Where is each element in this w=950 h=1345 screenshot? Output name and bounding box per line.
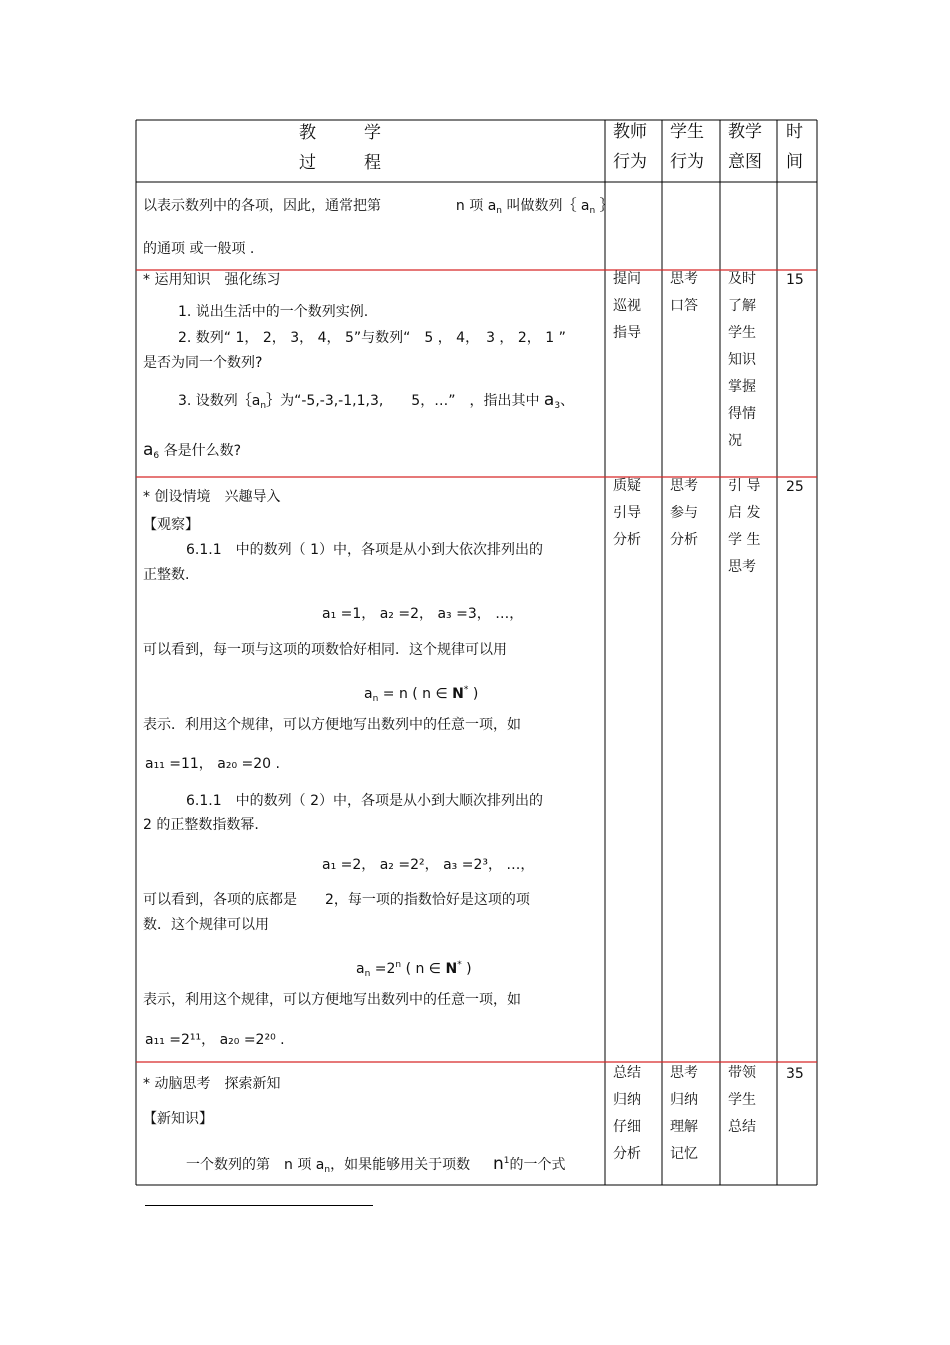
student-behavior-practice: 思考 口答 (670, 271, 698, 314)
equation-an-n: $a_n = n$ ( n ∈ N* ) (364, 685, 479, 704)
question-2-line-2: 是否为同一个数列? (143, 355, 263, 371)
teaching-intent-practice: 及时 了解 学生 知识 掌握 得情 况 (728, 271, 756, 449)
footnote-separator (145, 1205, 373, 1206)
paragraph-6: 表示，利用这个规律，可以方便地写出数列中的任意一项，如 (143, 992, 521, 1008)
time-practice: 15 (786, 272, 804, 288)
teacher-behavior-practice: 提问 巡视 指导 (613, 271, 641, 341)
var-an: $a_n$ (580, 198, 596, 216)
student-behavior-new-knowledge: 思考 归纳 理解 记忆 (670, 1065, 698, 1162)
header-process-char-3: 过 (299, 153, 316, 173)
equation-seq-1-terms: a₁ =1， a₂ =2， a₃ =3， …， (322, 606, 524, 622)
section-title-scenario: * 创设情境 兴趣导入 (143, 489, 281, 505)
text-segment: 项 (469, 198, 484, 214)
student-behavior-scenario: 思考 参与 分析 (670, 478, 698, 548)
equation-a11-a20: a₁₁ =11， a₂₀ =20 . (145, 756, 280, 772)
header-process-char-4: 程 (364, 153, 381, 173)
question-2-line-1: 2. 数列“ 1， 2， 3， 4， 5”与数列“ 5 ， 4， 3 ， 2， 1 ” (178, 330, 566, 346)
general-term-line-2: 的通项 或一般项 . (143, 241, 255, 257)
teaching-intent-new-knowledge: 带领 学生 总结 (728, 1065, 756, 1135)
equation-seq-2-terms: a₁ =2， a₂ =2²， a₃ =2³， …， (322, 857, 535, 873)
paragraph-5-line-1: 可以看到，各项的底都是 2，每一项的指数恰好是这项的项 (143, 892, 530, 908)
paragraph-1-line-2: 正整数. (143, 567, 190, 583)
section-title-practice: * 运用知识 强化练习 (143, 272, 281, 288)
header-teacher-behavior: 教师 行为 (613, 122, 647, 172)
observe-label: 【观察】 (143, 517, 199, 533)
paragraph-4-line-1: 6.1.1 中的数列（ 2）中，各项是从小到大顺次排列出的 (186, 793, 543, 809)
text-segment: 叫做数列｛ (506, 198, 577, 214)
teacher-behavior-new-knowledge: 总结 归纳 仔细 分析 (613, 1065, 641, 1162)
header-process-char-1: 教 (299, 123, 316, 143)
question-3-line-2: $a_6$ 各是什么数? (143, 440, 242, 461)
paragraph-3: 表示．利用这个规律，可以方便地写出数列中的任意一项，如 (143, 717, 521, 733)
teacher-behavior-scenario: 质疑 引导 分析 (613, 478, 641, 548)
paragraph-5-line-2: 数．这个规律可以用 (143, 917, 269, 933)
var-an: $a_n$ (487, 198, 502, 216)
header-teaching-intent: 教学 意图 (728, 122, 762, 172)
equation-a11-a20-powers: a₁₁ =2¹¹， a₂₀ =2²⁰ . (145, 1032, 285, 1048)
header-time: 时 间 (786, 122, 803, 172)
text-segment: ｝ (599, 198, 614, 214)
header-process-char-2: 学 (364, 123, 381, 143)
question-1: 1. 说出生活中的一个数列实例. (178, 304, 369, 320)
new-knowledge-label: 【新知识】 (143, 1111, 213, 1127)
new-knowledge-sentence: 一个数列的第 n 项 $a_n$，如果能够用关于项数 $n^1$的一个式 (186, 1154, 566, 1175)
teaching-intent-scenario: 引 导 启 发 学 生 思考 (728, 478, 761, 575)
paragraph-1-line-1: 6.1.1 中的数列（ 1）中，各项是从小到大依次排列出的 (186, 542, 543, 558)
general-term-sentence (143, 193, 614, 224)
var-n: n (455, 198, 465, 214)
text-segment: 以表示数列中的各项，因此，通常把第 (143, 198, 381, 214)
question-3-line-1: 3. 设数列$\{a_n\}$为“-5,-3,-1,1,3, 5，…” ，指出其中 $a_3$、 (178, 390, 575, 411)
time-scenario: 25 (786, 479, 804, 495)
header-student-behavior: 学生 行为 (670, 122, 704, 172)
time-new-knowledge: 35 (786, 1066, 804, 1082)
paragraph-4-line-2: 2 的正整数指数幂. (143, 817, 259, 833)
equation-an-2n: $a_n =2^n$ ( n ∈ N* ) (356, 960, 472, 979)
section-title-new-knowledge: * 动脑思考 探索新知 (143, 1076, 281, 1092)
paragraph-2: 可以看到，每一项与这项的项数恰好相同．这个规律可以用 (143, 642, 507, 658)
